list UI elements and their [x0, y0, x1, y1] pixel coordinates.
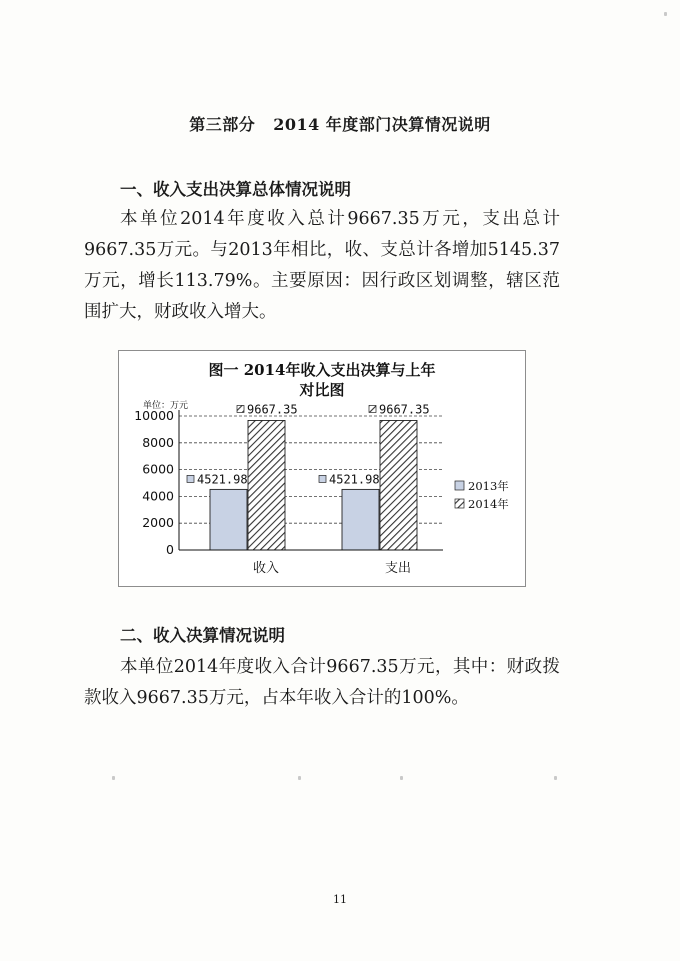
data-label-key [369, 405, 376, 412]
scan-speck [664, 12, 667, 16]
legend-label: 2014年 [468, 497, 509, 511]
chart-y-axis-unit: 单位：万元 [143, 401, 189, 411]
bar-支出-2014年 [380, 420, 417, 550]
data-label: 4521.98 [197, 472, 248, 487]
chart-title-line2: 对比图 [299, 381, 345, 399]
data-label-key [187, 475, 194, 482]
section2-body: 本单位2014年度收入合计9667.35万元，其中：财政拨款收入9667.35万元，占本年收入合计的100%。 [84, 657, 560, 708]
y-tick-label: 6000 [142, 461, 174, 477]
page-number: 11 [333, 893, 347, 906]
y-tick-label: 10000 [134, 408, 174, 423]
x-tick-label: 收入 [252, 561, 280, 576]
title-main: 2014 年度部门决算情况说明 [273, 115, 491, 134]
data-label: 9667.35 [247, 402, 298, 417]
chart-container [118, 350, 526, 587]
section1-heading: 一、收入支出决算总体情况说明 [120, 180, 351, 199]
bar-收入-2013年 [210, 489, 247, 550]
y-tick-label: 2000 [142, 515, 174, 531]
data-label: 4521.98 [329, 472, 380, 487]
legend-swatch [455, 499, 464, 508]
chart-title-line1: 图一 2014年收入支出决算与上年 [208, 361, 436, 379]
legend-swatch [455, 481, 464, 490]
x-tick-label: 支出 [384, 561, 412, 576]
bar-收入-2014年 [248, 420, 285, 550]
scan-speck [400, 776, 403, 780]
scan-speck [298, 776, 301, 780]
bar-chart [119, 351, 525, 586]
y-tick-label: 4000 [142, 488, 174, 504]
title-part: 第三部分 [189, 115, 256, 134]
y-tick-label: 0 [166, 542, 174, 557]
y-tick-label: 8000 [142, 434, 174, 450]
scan-speck [112, 776, 115, 780]
section1-body: 本单位2014年度收入总计9667.35万元，支出总计9667.35万元。与2013年相比，收、支总计各增加5145.37万元，增长113.79%。主要原因：因行政区划调整，辖区范围扩大，财政收入增大。 [84, 209, 560, 322]
page-title [0, 112, 680, 135]
data-label-key [319, 475, 326, 482]
data-label: 9667.35 [379, 402, 430, 417]
section2-heading: 二、收入决算情况说明 [120, 626, 285, 645]
bar-支出-2013年 [342, 489, 379, 550]
legend-label: 2013年 [468, 479, 509, 493]
scan-speck [554, 776, 557, 780]
data-label-key [237, 405, 244, 412]
